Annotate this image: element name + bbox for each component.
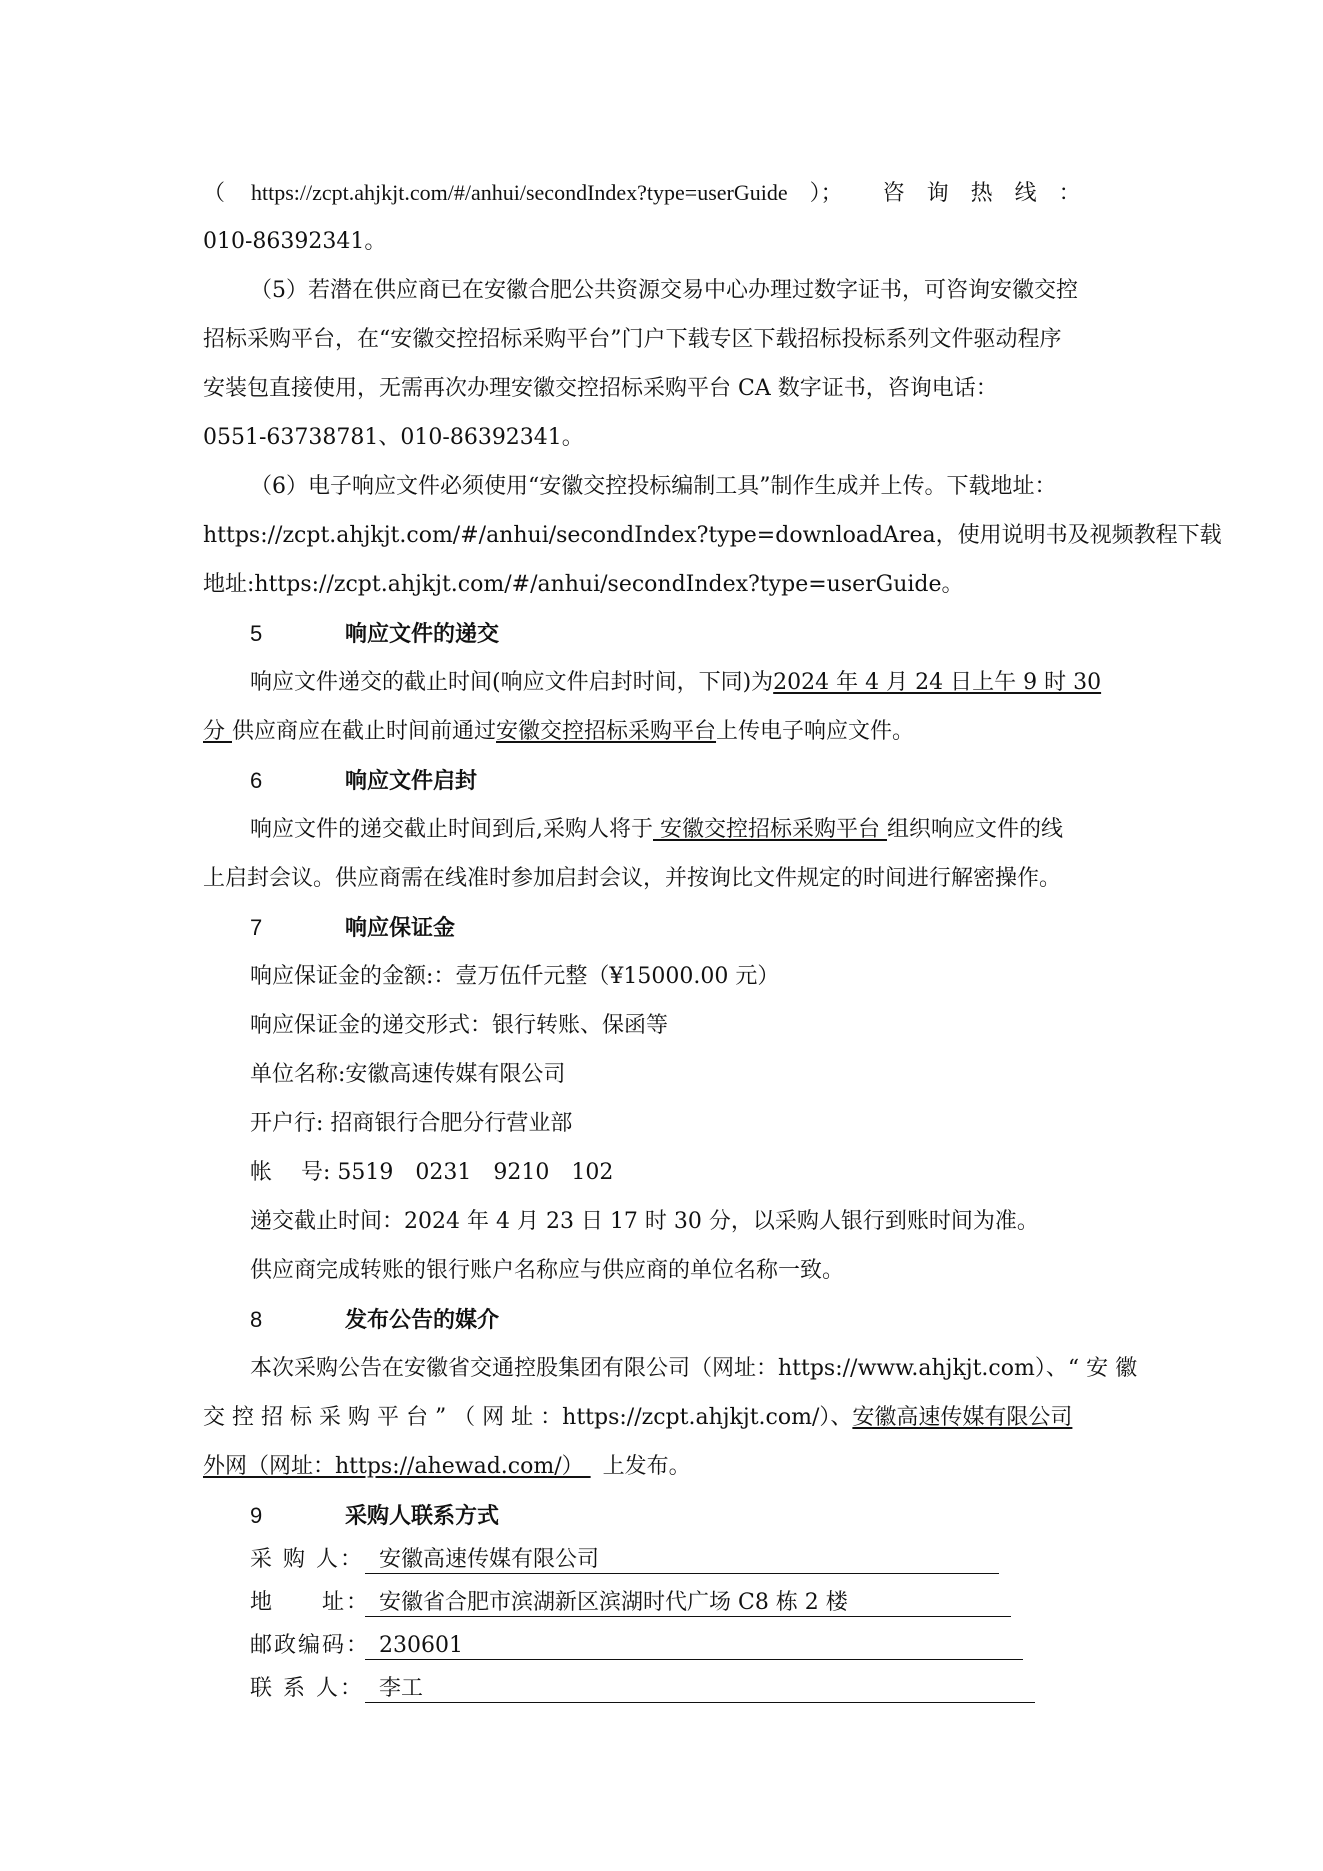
deposit-amount: 响应保证金的金额:：壹万伍仟元整（¥15000.00 元） xyxy=(250,964,780,989)
section8-line-1: 本次采购公告在安徽省交通控股集团有限公司（网址：https://www.ahjkjt.com）、“ 安 徽 xyxy=(250,1356,1138,1381)
item6-line-2: https://zcpt.ahjkjt.com/#/anhui/secondIndex?type=downloadArea，使用说明书及视频教程下载 xyxy=(203,523,1222,548)
section6-text-b: 组织响应文件的线 xyxy=(887,817,1064,842)
postcode-label: 邮政编码： xyxy=(250,1633,371,1658)
guide-open-paren: （ xyxy=(203,181,226,206)
item6-line-1: （6）电子响应文件必须使用“安徽交控投标编制工具”制作生成并上传。下载地址： xyxy=(250,474,1057,499)
section6-para-line-1 xyxy=(250,815,1133,845)
section6-heading xyxy=(250,766,477,797)
deposit-note: 供应商完成转账的银行账户名称应与供应商的单位名称一致。 xyxy=(250,1258,845,1283)
section6-title: 响应文件启封 xyxy=(345,769,478,794)
buyer-value: 安徽高速传媒有限公司 xyxy=(365,1545,999,1574)
address-label: 地 址： xyxy=(250,1590,371,1615)
contact-person-label: 联 系 人： xyxy=(250,1676,364,1701)
item5-line-2: 招标采购平台，在“安徽交控招标采购平台”门户下载专区下载招标投标系列文件驱动程序 xyxy=(203,327,1062,352)
guide-line-1 xyxy=(203,178,1133,209)
section7-title: 响应保证金 xyxy=(345,916,456,941)
section5-deadline-date: 2024 年 4 月 24 日上午 9 时 30 xyxy=(773,670,1102,695)
section8-company-url: 外网（网址：https://ahewad.com/） xyxy=(203,1454,591,1479)
section5-para-line-2 xyxy=(203,717,1133,747)
item5-line-1: （5）若潜在供应商已在安徽合肥公共资源交易中心办理过数字证书，可咨询安徽交控 xyxy=(250,278,1078,303)
section9-heading xyxy=(250,1501,499,1532)
section8-line-2 xyxy=(203,1403,1133,1433)
guide-hotline-label: 咨 询 热 线 ： xyxy=(882,181,1081,206)
section8-number: 8 xyxy=(250,1307,263,1332)
section8-line-3 xyxy=(203,1452,1133,1482)
section5-number: 5 xyxy=(250,621,263,646)
section5-para-line-1 xyxy=(250,668,1133,698)
section5-platform-name: 安徽交控招标采购平台 xyxy=(496,719,717,744)
section6-text-a: 响应文件的递交截止时间到后,采购人将于 xyxy=(250,817,653,842)
guide-url: https://zcpt.ahjkjt.com/#/anhui/secondIndex?type=userGuide xyxy=(251,180,788,205)
deposit-account: 帐 号: 5519 0231 9210 102 xyxy=(250,1160,614,1185)
address-value: 安徽省合肥市滨湖新区滨湖时代广场 C8 栋 2 楼 xyxy=(365,1588,1011,1617)
deposit-unit-name: 单位名称:安徽高速传媒有限公司 xyxy=(250,1062,566,1087)
deposit-bank: 开户行: 招商银行合肥分行营业部 xyxy=(250,1111,573,1136)
guide-close-paren: ）； xyxy=(809,181,843,206)
item5-line-4: 0551-63738781、010-86392341。 xyxy=(203,425,584,450)
section5-text-c: 上传电子响应文件。 xyxy=(716,719,915,744)
section6-para-line-2: 上启封会议。供应商需在线准时参加启封会议，并按询比文件规定的时间进行解密操作。 xyxy=(203,866,1062,891)
section6-number: 6 xyxy=(250,768,263,793)
section8-text-a: 交 控 招 标 采 购 平 台 ” （ 网 址 ：https://zcpt.ahjkjt.com/）、 xyxy=(203,1405,853,1430)
guide-line-2: 010-86392341。 xyxy=(203,229,387,254)
section6-platform-name: 安徽交控招标采购平台 xyxy=(653,817,887,842)
section8-text-b: 上发布。 xyxy=(602,1454,691,1479)
section9-title: 采购人联系方式 xyxy=(345,1504,500,1529)
section7-heading xyxy=(250,913,455,944)
section5-title: 响应文件的递交 xyxy=(345,622,500,647)
postcode-value: 230601 xyxy=(365,1631,1023,1660)
section8-company-site: 安徽高速传媒有限公司 xyxy=(852,1405,1073,1430)
section5-text-a: 响应文件递交的截止时间(响应文件启封时间，下同)为 xyxy=(250,670,774,695)
section5-text-b: 供应商应在截止时间前通过 xyxy=(232,719,497,744)
section7-number: 7 xyxy=(250,915,263,940)
section8-heading xyxy=(250,1305,499,1336)
section9-number: 9 xyxy=(250,1503,263,1528)
deposit-form: 响应保证金的递交形式：银行转账、保函等 xyxy=(250,1013,669,1038)
item5-line-3: 安装包直接使用，无需再次办理安徽交控招标采购平台 CA 数字证书，咨询电话： xyxy=(203,376,998,401)
buyer-label: 采 购 人： xyxy=(250,1547,364,1572)
deposit-deadline: 递交截止时间：2024 年 4 月 23 日 17 时 30 分，以采购人银行到账时间为准。 xyxy=(250,1209,1039,1234)
section5-heading xyxy=(250,619,499,650)
section8-title: 发布公告的媒介 xyxy=(345,1308,500,1333)
section5-deadline-date-cont: 分 xyxy=(203,719,232,744)
contact-person-value: 李工 xyxy=(365,1674,1035,1703)
item6-line-3: 地址:https://zcpt.ahjkjt.com/#/anhui/secondIndex?type=userGuide。 xyxy=(203,572,964,597)
